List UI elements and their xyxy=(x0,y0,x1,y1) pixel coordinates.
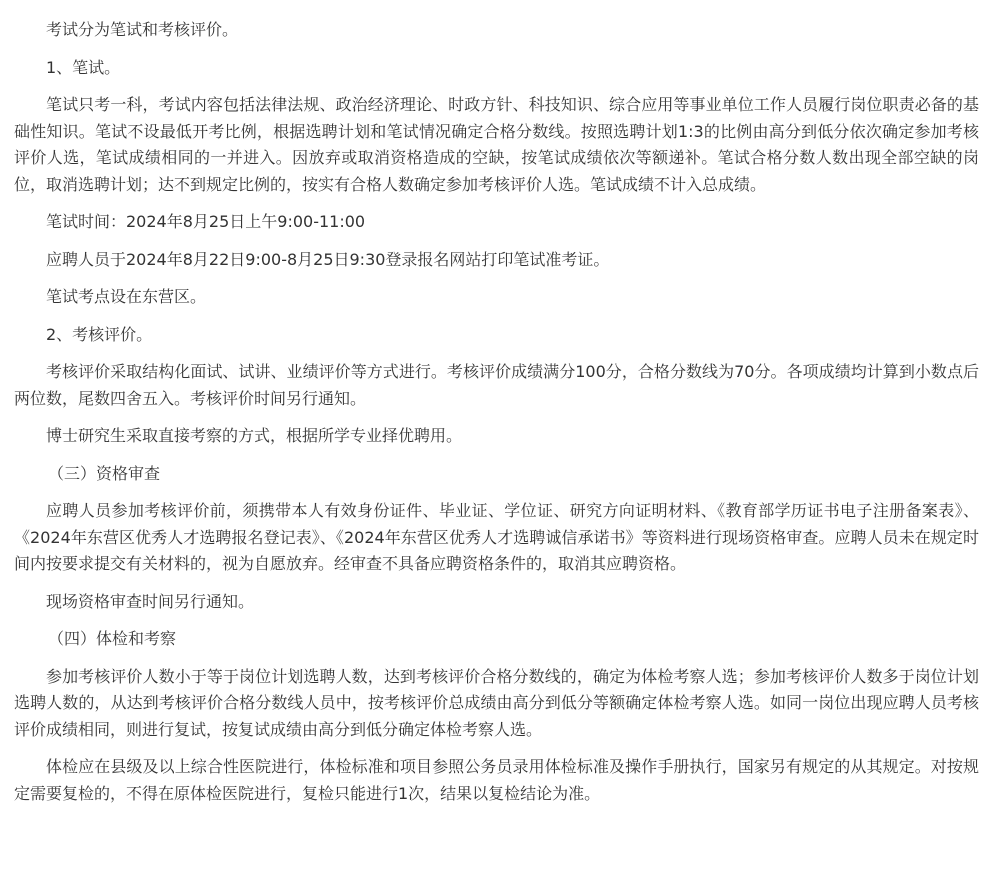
article-body xyxy=(14,0,979,807)
paragraph-written-exam-details: 笔试只考一科，考试内容包括法律法规、政治经济理论、时政方针、科技知识、综合应用等事业单位工作人员履行岗位职责必备的基础性知识。笔试不设最低开考比例，根据选聘计划和笔试情况确定合格分数线。按照选聘计划1:3的比例由高分到低分依次确定参加考核评价人选，笔试成绩相同的一并进入。因放弃或取消资格造成的空缺，按笔试成绩依次等额递补。笔试合格分数人数出现全部空缺的岗位，取消选聘计划；达不到规定比例的，按实有合格人数确定参加考核评价人选。笔试成绩不计入总成绩。 xyxy=(14,95,979,194)
paragraph-medical-candidate-selection: 参加考核评价人数小于等于岗位计划选聘人数，达到考核评价合格分数线的，确定为体检考察人选；参加考核评价人数多于岗位计划选聘人数的，从达到考核评价合格分数线人员中，按考核评价总成绩由高分到低分等额确定体检考察人选。如同一岗位出现应聘人员考核评价成绩相同，则进行复试，按复试成绩由高分到低分确定体检考察人选。 xyxy=(14,666,979,739)
heading-written-exam: 1、笔试。 xyxy=(46,57,121,77)
paragraph-exam-time: 笔试时间：2024年8月25日上午9:00-11:00 xyxy=(46,212,366,231)
paragraph-exam-intro: 考试分为笔试和考核评价。 xyxy=(46,20,239,39)
heading-qualification-review: （三）资格审查 xyxy=(48,463,161,483)
heading-assessment: 2、考核评价。 xyxy=(46,324,153,344)
paragraph-medical-exam-rules: 体检应在县级及以上综合性医院进行，体检标准和项目参照公务员录用体检标准及操作手册执行，国家另有规定的从其规定。对按规定需要复检的，不得在原体检医院进行，复检只能进行1次，结果以复检结论为准。 xyxy=(14,757,979,803)
heading-medical-and-inspection: （四）体检和考察 xyxy=(48,629,177,648)
paragraph-assessment-details: 考核评价采取结构化面试、试讲、业绩评价等方式进行。考核评价成绩满分100分，合格分数线为70分。各项成绩均计算到小数点后两位数，尾数四舍五入。考核评价时间另行通知。 xyxy=(14,362,979,408)
paragraph-exam-location: 笔试考点设在东营区。 xyxy=(46,287,207,306)
paragraph-admission-ticket: 应聘人员于2024年8月22日9:00-8月25日9:30登录报名网站打印笔试准考证。 xyxy=(46,249,610,269)
paragraph-review-time-notice: 现场资格审查时间另行通知。 xyxy=(46,591,255,611)
paragraph-phd-direct-review: 博士研究生采取直接考察的方式，根据所学专业择优聘用。 xyxy=(46,426,463,445)
paragraph-qualification-review-details: 应聘人员参加考核评价前，须携带本人有效身份证件、毕业证、学位证、研究方向证明材料、《教育部学历证书电子注册备案表》、《2024年东营区优秀人才选聘报名登记表》、《2024年东营区优秀人才选聘诚信承诺书》等资料进行现场资格审查。应聘人员未在规定时间内按要求提交有关材料的，视为自愿放弃。经审查不具备应聘资格条件的，取消其应聘资格。 xyxy=(14,501,979,573)
